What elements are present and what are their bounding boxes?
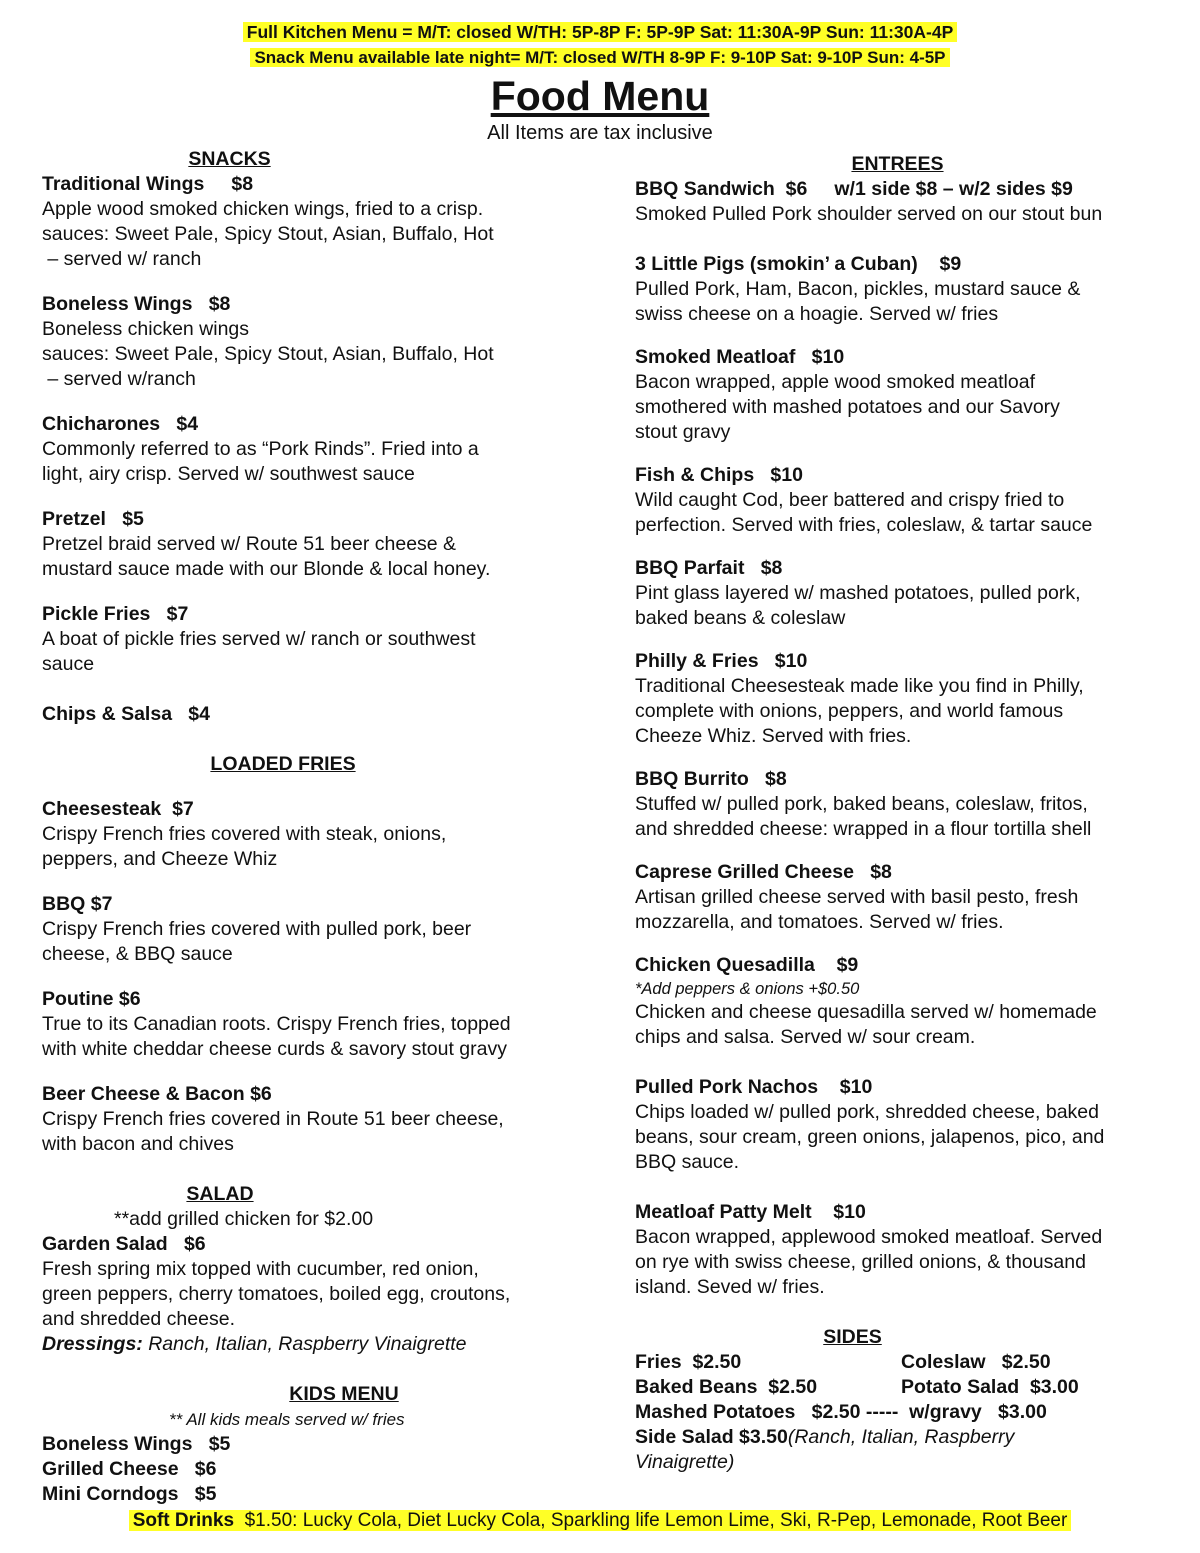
hours-banner xyxy=(0,20,1200,70)
item-name: BBQ $7 xyxy=(42,893,113,915)
item-desc: Chips loaded w/ pulled pork, shredded cheese, baked xyxy=(635,1101,1099,1123)
menu-item xyxy=(635,1200,1175,1300)
salad-note: **add grilled chicken for $2.00 xyxy=(114,1208,374,1230)
section-heading-sides: SIDES xyxy=(823,1326,882,1348)
item-desc: with bacon and chives xyxy=(42,1133,234,1155)
sides-row xyxy=(635,1375,1175,1400)
item-desc: swiss cheese on a hoagie. Served w/ fries xyxy=(635,303,999,325)
kitchen-hours: Full Kitchen Menu = M/T: closed W/TH: 5P-8P F: 5P-9P Sat: 11:30A-9P Sun: 11:30A-4P xyxy=(243,22,958,42)
item-desc: Smoked Pulled Pork shoulder served on our stout bun xyxy=(635,203,1103,225)
item-name: Boneless Wings $8 xyxy=(42,293,231,315)
menu-item xyxy=(42,702,582,727)
section-heading-salad: SALAD xyxy=(186,1183,254,1205)
dressings-line xyxy=(42,1332,582,1357)
side-salad-line xyxy=(635,1425,1175,1450)
sides-list xyxy=(635,1350,1175,1475)
right-column xyxy=(635,152,1175,1475)
menu-item xyxy=(42,507,582,582)
item-desc: sauces: Sweet Pale, Spicy Stout, Asian, Buffalo, Hot xyxy=(42,343,494,365)
menu-item xyxy=(42,797,582,872)
item-name: Chicken Quesadilla $9 xyxy=(635,954,859,976)
section-heading-kids: KIDS MENU xyxy=(289,1383,399,1405)
kids-item: Boneless Wings $5 xyxy=(42,1433,231,1455)
item-name: Chips & Salsa $4 xyxy=(42,703,210,725)
item-desc: Bacon wrapped, apple wood smoked meatloaf xyxy=(635,371,1035,393)
menu-item xyxy=(635,767,1175,842)
item-name: Caprese Grilled Cheese $8 xyxy=(635,861,892,883)
item-desc: baked beans & coleslaw xyxy=(635,607,846,629)
item-desc: Pint glass layered w/ mashed potatoes, pulled pork, xyxy=(635,582,1081,604)
left-column xyxy=(42,147,582,1507)
dressings-label: Dressings: xyxy=(42,1333,143,1355)
item-desc: smothered with mashed potatoes and our Savory xyxy=(635,396,1060,418)
kids-item: Mini Corndogs $5 xyxy=(42,1483,217,1505)
item-name: Fish & Chips $10 xyxy=(635,464,803,486)
menu-item xyxy=(635,860,1175,935)
menu-item xyxy=(42,172,582,272)
item-desc: Pretzel braid served w/ Route 51 beer cheese & xyxy=(42,533,457,555)
item-desc: and shredded cheese: wrapped in a flour tortilla shell xyxy=(635,818,1092,840)
item-name: Chicharones $4 xyxy=(42,413,199,435)
soft-drinks-list: $1.50: Lucky Cola, Diet Lucky Cola, Sparkling life Lemon Lime, Ski, R-Pep, Lemonade, Root Beer xyxy=(234,1510,1068,1531)
item-desc: Wild caught Cod, beer battered and crispy fried to xyxy=(635,489,1065,511)
section-heading-loaded-fries: LOADED FRIES xyxy=(210,753,356,775)
item-name: Pulled Pork Nachos $10 xyxy=(635,1076,873,1098)
entrees-section xyxy=(635,152,1160,177)
side-salad-dressings-cont: Vinaigrette) xyxy=(635,1451,735,1473)
side-item: Mashed Potatoes $2.50 ----- w/gravy $3.00 xyxy=(635,1401,1047,1423)
menu-item xyxy=(635,177,1175,227)
item-name: 3 Little Pigs (smokin’ a Cuban) $9 xyxy=(635,253,962,275)
item-desc: Bacon wrapped, applewood smoked meatloaf. Served xyxy=(635,1226,1103,1248)
item-desc: Fresh spring mix topped with cucumber, red onion, xyxy=(42,1258,479,1280)
item-desc: – served w/ranch xyxy=(42,368,196,390)
item-desc: green peppers, cherry tomatoes, boiled egg, croutons, xyxy=(42,1283,511,1305)
kids-section xyxy=(42,1382,646,1407)
item-desc: Boneless chicken wings xyxy=(42,318,250,340)
item-name: Pickle Fries $7 xyxy=(42,603,189,625)
dressings-list: Ranch, Italian, Raspberry Vinaigrette xyxy=(142,1333,467,1355)
item-desc: Artisan grilled cheese served with basil pesto, fresh xyxy=(635,886,1079,908)
item-desc: island. Seved w/ fries. xyxy=(635,1276,825,1298)
side-item: Coleslaw $2.50 xyxy=(901,1351,1051,1373)
salad-section xyxy=(42,1182,398,1207)
menu-item xyxy=(42,602,582,677)
item-desc: beans, sour cream, green onions, jalapenos, pico, and xyxy=(635,1126,1105,1148)
page-title: Food Menu xyxy=(490,73,710,119)
item-desc: complete with onions, peppers, and world famous xyxy=(635,700,1064,722)
soft-drinks-label: Soft Drinks xyxy=(132,1510,235,1531)
page-subtitle: All Items are tax inclusive xyxy=(487,122,713,144)
kids-item: Grilled Cheese $6 xyxy=(42,1458,217,1480)
menu-item xyxy=(635,1075,1175,1175)
loaded-fries-section xyxy=(42,752,524,777)
item-desc: stout gravy xyxy=(635,421,731,443)
item-name: Traditional Wings $8 xyxy=(42,173,254,195)
item-desc: True to its Canadian roots. Crispy French fries, topped xyxy=(42,1013,511,1035)
side-item: Potato Salad $3.00 xyxy=(901,1376,1079,1398)
sides-row xyxy=(635,1350,1175,1375)
item-desc: Apple wood smoked chicken wings, fried to a crisp. xyxy=(42,198,484,220)
item-desc: Pulled Pork, Ham, Bacon, pickles, mustard sauce & xyxy=(635,278,1081,300)
menu-item xyxy=(42,1082,582,1157)
item-desc: BBQ sauce. xyxy=(635,1151,740,1173)
item-desc: sauce xyxy=(42,653,95,675)
section-heading-snacks: SNACKS xyxy=(188,148,271,170)
item-name: BBQ Burrito $8 xyxy=(635,768,787,790)
item-desc: light, airy crisp. Served w/ southwest sauce xyxy=(42,463,415,485)
item-desc: mozzarella, and tomatoes. Served w/ fries. xyxy=(635,911,1004,933)
item-desc: Traditional Cheesesteak made like you find in Philly, xyxy=(635,675,1084,697)
item-desc: Commonly referred to as “Pork Rinds”. Fried into a xyxy=(42,438,479,460)
item-desc: – served w/ ranch xyxy=(42,248,202,270)
menu-item xyxy=(42,987,582,1062)
item-name: Smoked Meatloaf $10 xyxy=(635,346,845,368)
side-item: Side Salad $3.50 xyxy=(635,1426,788,1448)
sides-section xyxy=(635,1325,1070,1350)
item-name: BBQ Sandwich $6 w/1 side $8 – w/2 sides $9 xyxy=(635,178,1073,200)
item-name: Garden Salad $6 xyxy=(42,1233,206,1255)
item-desc: Crispy French fries covered with pulled pork, beer xyxy=(42,918,472,940)
item-name: Meatloaf Patty Melt $10 xyxy=(635,1201,866,1223)
item-name: BBQ Parfait $8 xyxy=(635,557,783,579)
menu-item xyxy=(635,345,1175,445)
snack-hours: Snack Menu available late night= M/T: closed W/TH 8-9P F: 9-10P Sat: 9-10P Sun: 4-5P xyxy=(250,48,949,67)
item-desc: and shredded cheese. xyxy=(42,1308,235,1330)
item-desc: A boat of pickle fries served w/ ranch or southwest xyxy=(42,628,476,650)
item-desc: perfection. Served with fries, coleslaw, & tartar sauce xyxy=(635,514,1093,536)
item-desc: Crispy French fries covered in Route 51 beer cheese, xyxy=(42,1108,504,1130)
side-salad-dressings: (Ranch, Italian, Raspberry xyxy=(787,1426,1015,1448)
item-desc: peppers, and Cheeze Whiz xyxy=(42,848,278,870)
item-desc: on rye with swiss cheese, grilled onions, & thousand xyxy=(635,1251,1086,1273)
menu-item xyxy=(42,292,582,392)
item-note: *Add peppers & onions +$0.50 xyxy=(635,980,860,998)
side-item: Fries $2.50 xyxy=(635,1351,742,1373)
item-desc: chips and salsa. Served w/ sour cream. xyxy=(635,1026,976,1048)
item-desc: cheese, & BBQ sauce xyxy=(42,943,233,965)
side-item: Baked Beans $2.50 xyxy=(635,1376,818,1398)
menu-item xyxy=(635,252,1175,327)
menu-item xyxy=(635,649,1175,749)
menu-item xyxy=(42,892,582,967)
item-desc: Cheeze Whiz. Served with fries. xyxy=(635,725,912,747)
item-desc: mustard sauce made with our Blonde & local honey. xyxy=(42,558,491,580)
kids-note: ** All kids meals served w/ fries xyxy=(169,1410,405,1429)
item-name: Beer Cheese & Bacon $6 xyxy=(42,1083,272,1105)
menu-item xyxy=(635,556,1175,631)
soft-drinks-line xyxy=(129,1510,1072,1531)
item-desc: Chicken and cheese quesadilla served w/ homemade xyxy=(635,1001,1097,1023)
item-name: Cheesesteak $7 xyxy=(42,798,194,820)
menu-item xyxy=(42,412,582,487)
menu-item xyxy=(635,463,1175,538)
item-desc: sauces: Sweet Pale, Spicy Stout, Asian, Buffalo, Hot xyxy=(42,223,494,245)
section-heading-entrees: ENTREES xyxy=(851,153,944,175)
item-name: Philly & Fries $10 xyxy=(635,650,808,672)
menu-item xyxy=(635,953,1175,1050)
item-desc: Stuffed w/ pulled pork, baked beans, coleslaw, fritos, xyxy=(635,793,1088,815)
item-name: Pretzel $5 xyxy=(42,508,144,530)
item-desc: Crispy French fries covered with steak, onions, xyxy=(42,823,447,845)
soft-drinks-banner xyxy=(0,1508,1200,1533)
item-desc: with white cheddar cheese curds & savory stout gravy xyxy=(42,1038,507,1060)
item-name: Poutine $6 xyxy=(42,988,141,1010)
snacks-section xyxy=(42,147,417,172)
